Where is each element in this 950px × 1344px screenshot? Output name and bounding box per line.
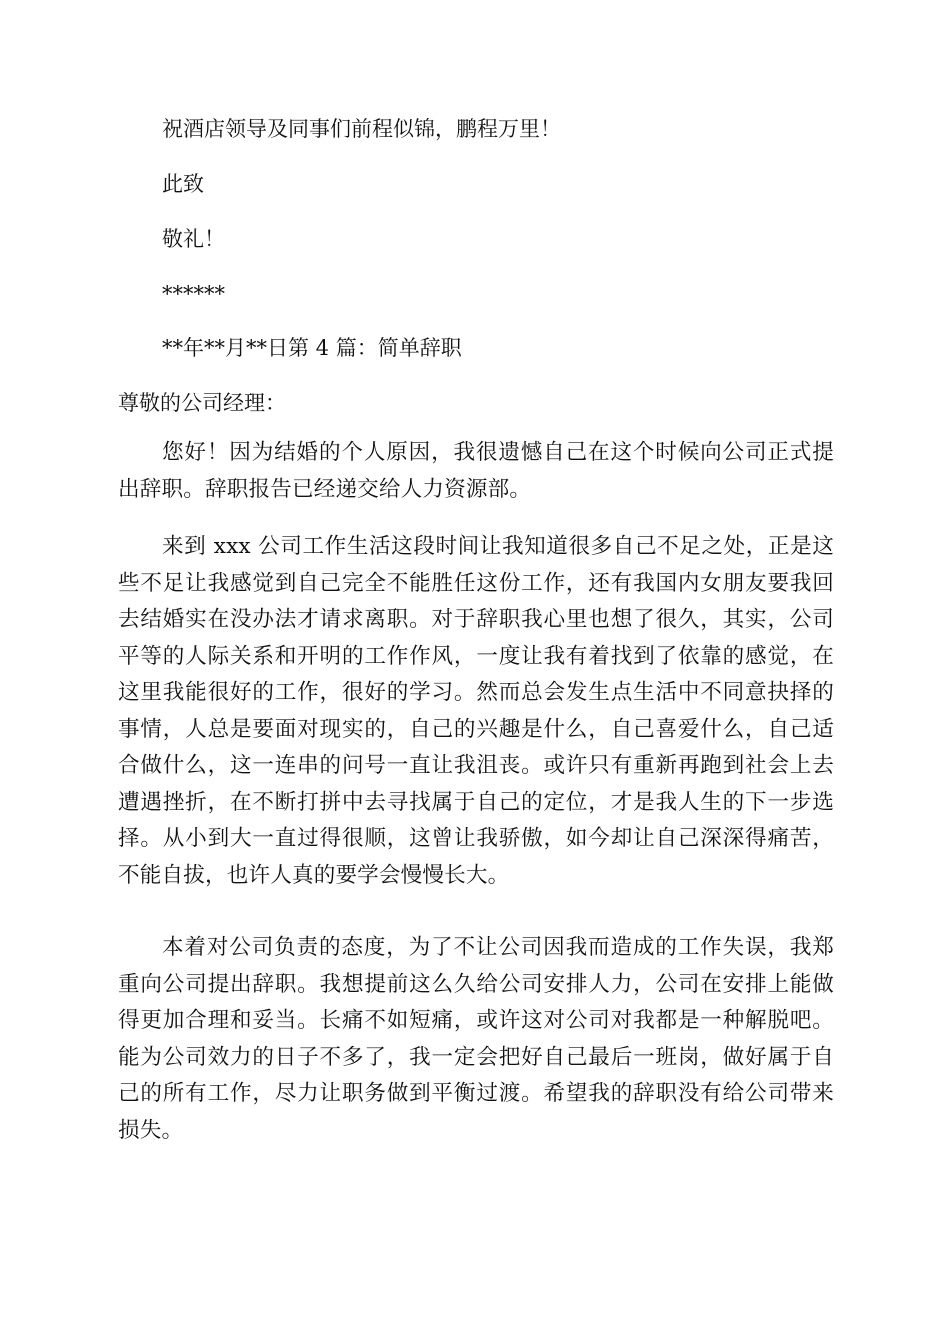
signature-placeholder: ****** — [162, 282, 225, 306]
body-paragraph: 来到 xxx 公司工作生活这段时间让我知道很多自己不足之处，正是这些不足让我感觉到自己完全不能胜任这份工作，还有我国内女朋友要我回去结婚实在没办法才请求离职。对于辞职我心里也想了很久，其实，公司平等的人际关系和开明的工作作风，一度让我有着找到了依靠的感觉，在这里我能很好的工作，很好的学习。然而总会发生点生活中不同意抉择的事情，人总是要面对现实的，自己的兴趣是什么，自己喜爱什么，自己适合做什么，这一连串的问号一直让我沮丧。或许只有重新再跑到社会上去遭遇挫折，在不断打拼中去寻找属于自己的定位，才是我人生的下一步选择。从小到大一直过得很顺，这曾让我骄傲，如今却让自己深深得痛苦，不能自拔，也许人真的要学会慢慢长大。 — [118, 534, 834, 888]
salutation: 尊敬的公司经理： — [118, 391, 286, 415]
date-and-section-title: **年**月**日第 4 篇：简单辞职 — [162, 336, 462, 360]
closing-jingli: 敬礼！ — [162, 227, 225, 251]
closing-cizhi: 此致 — [162, 172, 204, 196]
body-paragraph: 您好！因为结婚的个人原因，我很遗憾自己在这个时候向公司正式提出辞职。辞职报告已经递交给人力资源部。 — [118, 440, 834, 502]
closing-wish: 祝酒店领导及同事们前程似锦，鹏程万里！ — [162, 117, 561, 141]
body-paragraph: 本着对公司负责的态度，为了不让公司因我而造成的工作失误，我郑重向公司提出辞职。我想提前这么久给公司安排人力，公司在安排上能做得更加合理和妥当。长痛不如短痛，或许这对公司对我都是一种解脱吧。能为公司效力的日子不多了，我一定会把好自己最后一班岗，做好属于自己的所有工作，尽力让职务做到平衡过渡。希望我的辞职没有给公司带来损失。 — [118, 935, 834, 1143]
